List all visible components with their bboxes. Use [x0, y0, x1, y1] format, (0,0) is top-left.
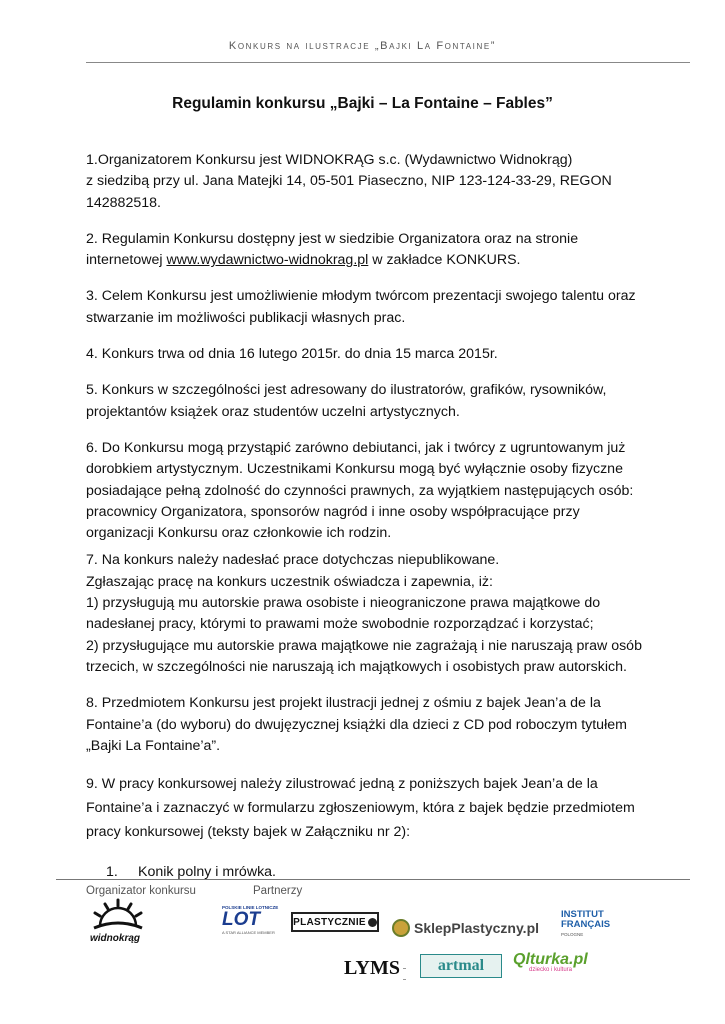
widnokrag-logo	[88, 898, 148, 948]
lot-tagline: POLSKIE LINIE LOTNICZE	[222, 905, 279, 910]
sun-icon	[88, 898, 148, 932]
institut-line-1: INSTITUT	[561, 909, 604, 920]
list-number: 1.	[106, 864, 118, 881]
paragraph-1: 1.Organizatorem Konkursu jest WIDNOKRĄG s.c. (Wydawnictwo Widnokrąg) z siedzibą przy ul. Jana Matejki 14, 05-501 Piaseczno, NIP 123-124-33-29, REGON 142882518.	[86, 152, 612, 211]
artmal-logo	[420, 954, 502, 978]
sklep-plastyczny-text: SklepPlastyczny.pl	[414, 920, 540, 936]
paragraph-4: 4. Konkurs trwa od dnia 16 lutego 2015r. do dnia 15 marca 2015r.	[86, 346, 498, 363]
sklep-plastyczny-logo	[392, 917, 552, 939]
paragraph-6: 6. Do Konkursu mogą przystąpić zarówno debiutanci, jak i twórcy z ugruntowanym już dorobkiem artystycznym. Uczestnikami Konkursu mogą być wyłącznie osoby fizyczne posiadające pełną zdolność do czynności prawnych, za wyjątkiem następujących osób: pracownicy Organizatora, sponsorów nagród i inne osoby współpracujące przy organizacji Konkursu oraz członkowie ich rodzin.	[86, 439, 634, 542]
artmal-text: artmal	[437, 957, 485, 974]
paragraph-9: 9. W pracy konkursowej należy zilustrować jedną z poniższych bajek Jean’a de la Fontaine’a i zaznaczyć w formularzu zgłoszeniowym, która z bajek będzie przedmiotem pracy konkursowej (teksty bajek w Załączniku nr 2):	[86, 776, 635, 841]
lot-logo	[222, 905, 288, 939]
qlturka-text: Qlturka.pl	[513, 951, 588, 968]
paragraph-3: 3. Celem Konkursu jest umożliwienie młodym twórcom prezentacji swojego talentu oraz stwarzanie im możliwości publikacji własnych prac.	[86, 288, 636, 326]
document-title: Regulamin konkursu „Bajki – La Fontaine – Fables”	[172, 95, 553, 112]
header-divider	[86, 62, 690, 63]
paragraph-2	[86, 229, 646, 272]
paragraph-5: 5. Konkurs w szczególności jest adresowany do ilustratorów, grafików, rysowników, projektantów książek oraz studentów uczelni artystycznych.	[86, 382, 607, 420]
lyms-text: LYMS	[344, 957, 400, 979]
list-text: Konik polny i mrówka.	[138, 864, 276, 881]
running-header: Konkurs na ilustracje „Bajki La Fontaine”	[228, 40, 497, 52]
regulation-body	[86, 150, 646, 883]
footer-divider	[56, 879, 690, 880]
lot-alliance: A STAR ALLIANCE MEMBER	[222, 930, 275, 935]
paragraph-8: 8. Przedmiotem Konkursu jest projekt ilustracji jednej z ośmiu z bajek Jean’a de la Fontaine’a (do wyboru) do dwujęzycznej książki dla dzieci z CD pod roboczym tytułem „Bajki La Fontaine’a”.	[86, 695, 627, 754]
qlturka-tagline: dziecko i kultura	[529, 967, 573, 973]
website-link[interactable]: www.wydawnictwo-widnokrag.pl	[166, 252, 369, 269]
plastycznie-dot-icon	[368, 918, 377, 927]
institut-line-3: POLOGNE	[561, 932, 584, 937]
lyms-logo	[344, 950, 406, 980]
paragraph-2-text: 2. Regulamin Konkursu dostępny jest w siedzibie Organizatora oraz na stronie internetowej	[86, 230, 579, 269]
partners-label: Partnerzy	[253, 885, 303, 897]
institut-line-2: FRANÇAIS	[561, 919, 611, 930]
paragraph-2-tail: w zakładce KONKURS.	[368, 252, 521, 269]
organizer-label: Organizator konkursu	[86, 885, 196, 897]
paragraph-7: 7. Na konkurs należy nadesłać prace dotychczas niepublikowane. Zgłaszając pracę na konkurs uczestnik oświadcza i zapewnia, iż: 1) przysługują mu autorskie prawa osobiste i nieograniczone prawa majątkowe do nadesłanej pracy, którymi to prawami może swobodnie rozporządzać i korzystać; 2) przysługujące mu autorskie prawa majątkowe nie zagrażają i nie naruszają praw osób trzecich, w szczególności nie naruszają ich majątkowych i osobistych praw autorskich.	[86, 552, 642, 675]
qlturka-logo	[513, 951, 599, 981]
widnokrag-logo-text: widnokrąg	[90, 933, 141, 944]
list-item	[86, 862, 646, 883]
lot-wordmark: LOT	[222, 909, 260, 930]
institut-francais-logo	[561, 910, 621, 946]
lyms-tagline-lines	[403, 968, 406, 980]
plastycznie-logo	[291, 912, 379, 932]
palette-icon	[392, 919, 410, 937]
plastycznie-text: PLASTYCZNIE	[293, 916, 366, 928]
